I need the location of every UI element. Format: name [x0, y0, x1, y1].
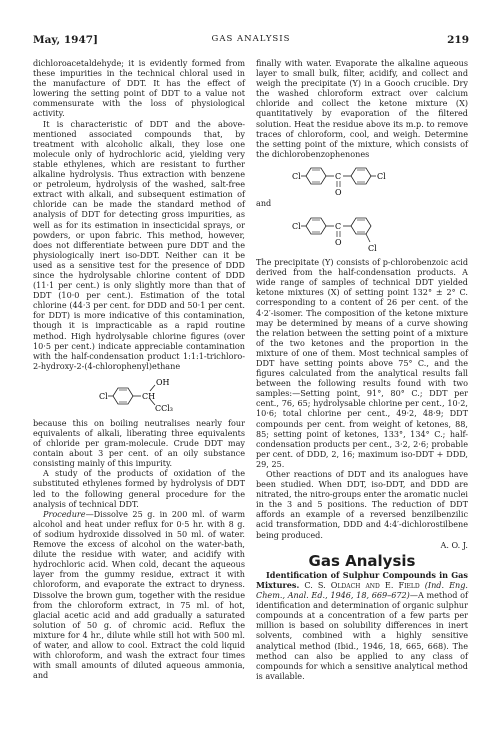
chem-label: CCl₃: [155, 403, 174, 413]
structure-trichloro-hydroxy-ethane: [33, 374, 245, 414]
chem-label: O: [335, 238, 342, 248]
chem-label: C: [335, 171, 342, 181]
chem-label: OH: [156, 377, 170, 387]
paragraph: The precipitate (Y) consists of p-chlorobenzoic acid derived from the half-condensation products. A wide range of samples of technical DDT yielded ketone mixtures (X) of setting point 132° ± 2° C. corresponding to a content of 26 per cent. of the 4·2′-isomer. The composition of the ketone mixture may be determined by means of a curve showing the relation between the setting point of a mixture of the two ketones and the proportion in the mixture of one of them. Most technical samples of DDT have setting points above 75° C., and the figures calculated from the analytical results fall between the following results found with two samples:—Setting point, 91°, 80° C.; DDT per cent., 76, 65; hydrolysable chlorine per cent., 10·2, 10·6; total chlorine per cent., 49·2, 48·9; DDT compounds per cent. from weight of ketones, 88, 85; setting point of ketones, 133°, 134° C.; half-condensation products per cent., 3·2, 2·6; probable per cent. of DDD, 2, 16; maximum iso-DDT + DDD, 29, 25.: [256, 257, 468, 469]
page-number: 219: [447, 34, 469, 46]
paragraph: It is characteristic of DDT and the above-mentioned associated compounds that, by treatment with alcoholic alkali, they lose one molecule only of hydrochloric acid, yielding very stable ethylenes, which are resistant to further alkaline hydrolysis. Thus extraction with benzene or petroleum, hydrolysis of the washed, salt-free extract with alkali, and subsequent estimation of chloride can be made the standard method of analysis of DDT for detecting gross impurities, as well as for its estimation in insecticidal sprays, or powders, or upon fabric. This method, however, does not differentiate between pure DDT and the physiologically inert iso-DDT. Neither can it be used as a sensitive test for the presence of DDD since the hydrolysable chlorine content of DDD (11·1 per cent.) is only slightly more than that of DDT (10·0 per cent.). Estimation of the total chlorine (44·3 per cent. for DDD and 50·1 per cent. for DDT) is more indicative of this contamination, though it is impracticable as a rapid routine method. High hydrolysable chlorine figures (over 10·5 per cent.) indicate appreciable contamination with the half-condensation product 1:1:1-trichloro-2-hydroxy-2-(4-chlorophenyl)ethane: [33, 118, 245, 371]
header-date: May, 1947]: [33, 34, 99, 46]
chem-label: O: [335, 187, 342, 196]
running-header: [33, 34, 469, 50]
section-heading: Gas Analysis: [308, 551, 416, 570]
procedure-label: Procedure: [43, 508, 86, 519]
right-column: [256, 58, 468, 681]
chem-label: C: [335, 222, 342, 232]
paragraph: Other reactions of DDT and its analogues have been studied. When DDT, iso-DDT, and DDD are nitrated, the nitro-groups enter the aromatic nuclei in the 3 and 5 positions. The reduction of DDT affords an example of a reversed benzilbenzilic acid transformation, DDD and 4:4′-dichlorostilbene being produced.: [256, 469, 468, 540]
procedure-text: —Dissolve 25 g. in 200 ml. of warm alcohol and heat under reflux for 0·5 hr. with 8 g. of sodium hydroxide dissolved in 50 ml. of water. Remove the excess of alcohol on the water-bath, dilute the residue with water, and acidify with hydrochloric acid. When cold, decant the aqueous layer from the gummy residue, extract it with chloroform, and evaporate the extract to dryness. Dissolve the brown gum, together with the residue from the chloroform extract, in 75 ml. of hot, glacial acetic acid and add gradually a saturated solution of 50 g. of chromic acid. Reflux the mixture for 4 hr., dilute while still hot with 500 ml. of water, and allow to cool. Extract the cold liquid with chloroform, and wash the extract four times with small amounts of diluted aqueous ammonia, and: [33, 508, 245, 681]
paragraph: because this on boiling neutralises nearly four equivalents of alkali, liberating three equivalents of chloride per gram-molecule. Crude DDT may contain about 3 per cent. of an oily substance consisting mainly of this impurity.: [33, 417, 245, 469]
chem-label: Cl: [292, 222, 301, 232]
chem-label: CH: [142, 391, 156, 401]
chem-label: Cl: [99, 391, 108, 401]
abstract-authors: C. S. Oldach and E. Field: [304, 579, 420, 590]
left-column: [33, 58, 245, 680]
conjunction-and: and: [256, 197, 272, 208]
header-section: GAS ANALYSIS: [211, 34, 291, 44]
chem-label: Cl: [377, 171, 386, 181]
paragraph: finally with water. Evaporate the alkaline aqueous layer to small bulk, filter, acidify, and collect and weigh the precipitate (Y) in a Gooch crucible. Dry the washed chloroform extract over calcium chloride and collect the ketone mixture (X) quantitatively by evaporation of the filtered solution. Heat the residue above its m.p. to remove traces of chloroform, cool, and weigh. Determine the setting point of the mixture, which consists of the dichlorobenzophenones: [256, 58, 468, 159]
structure-dichlorobenzophenone-4-4: [256, 162, 468, 196]
paragraph: A study of the products of oxidation of the substituted ethylenes formed by hydrolysis of DDT led to the following general procedure for the analysis of technical DDT.: [33, 468, 245, 509]
abstract-body: —A method of identification and determination of organic sulphur compounds at a concentration of a few parts per million is based on solubility differences in inert solvents, combined with a highly sensitive analytical method (Ibid., 1946, 18, 665, 668). The method can also be applied to any class of compounds for which a sensitive analytical method is available.: [256, 590, 468, 681]
abstract-paragraph: [256, 570, 468, 681]
abstract-citation: (Ind. Eng. Chem., Anal. Ed., 1946, 18, 669–672): [256, 579, 469, 601]
chem-label: Cl: [292, 171, 301, 181]
abstract-title: Identification of Sulphur Compounds in Gas Mixtures.: [256, 569, 468, 590]
paragraph: [33, 509, 245, 681]
chem-label: Cl: [368, 244, 377, 254]
author-initials: A. O. J.: [440, 539, 468, 550]
structure-dichlorobenzophenone-2-4: [256, 210, 468, 254]
paragraph: dichloroacetaldehyde; it is evidently formed from these impurities in the technical chloral used in the manufacture of DDT. It has the effect of lowering the setting point of DDT to a value not commensurate with the loss of physiological activity.: [33, 58, 245, 119]
